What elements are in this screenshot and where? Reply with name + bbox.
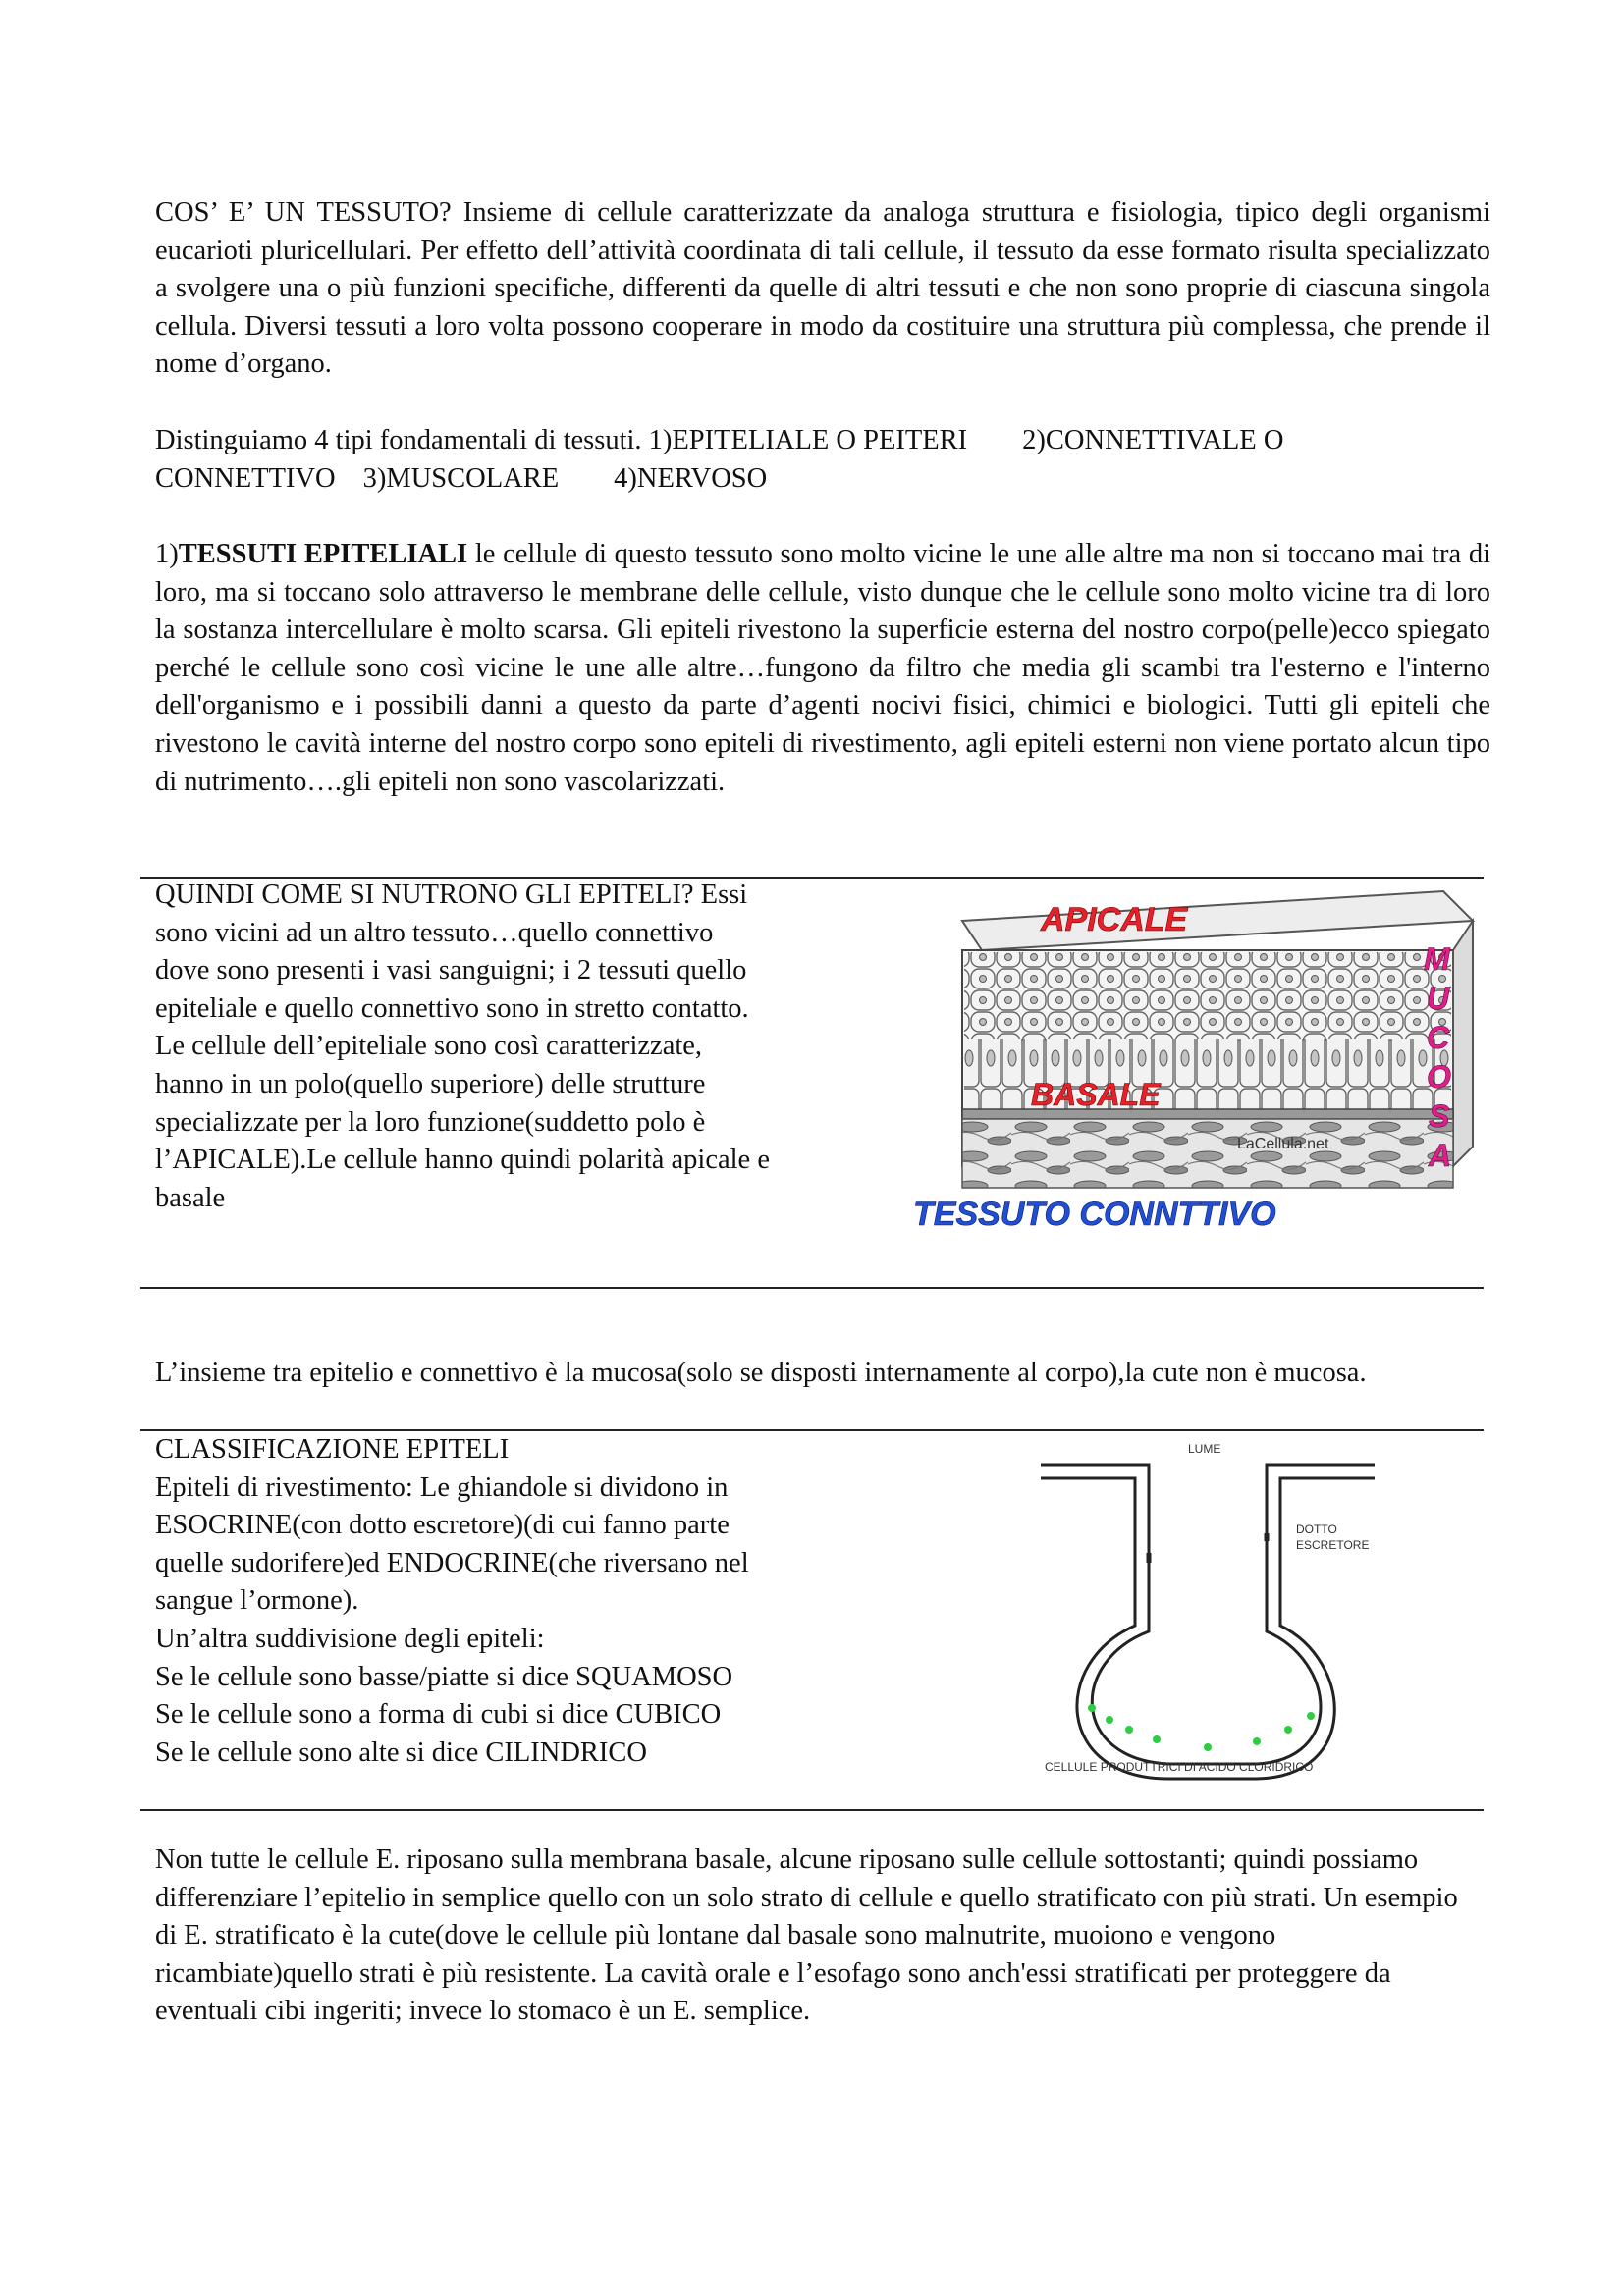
label-connettivo: TESSUTO CONNTTIVO [913,1196,1276,1233]
label-basale: BASALE [1031,1077,1161,1112]
mucosa-letter: A [1429,1138,1452,1173]
green-dot [1088,1704,1096,1712]
classification-line: Un’altra suddivisione degli epiteli: [155,1623,545,1654]
epithelium-drawing [962,891,1473,1188]
mucosa-letter: O [1427,1059,1451,1095]
green-dot [1153,1735,1161,1743]
mucosa-letter: C [1427,1020,1450,1055]
classification-line: Se le cellule sono alte si dice CILINDRICO [155,1736,648,1768]
classification-line: CLASSIFICAZIONE EPITELI [155,1434,510,1465]
nutrition-line: QUINDI COME SI NUTRONO GLI EPITELI? Essi [155,880,748,910]
classification-line: quelle sudorifere)ed ENDOCRINE(che riversano nel [155,1547,749,1578]
epithelium-figure [893,881,1483,1245]
nutrition-line: Le cellule dell’epiteliale sono così caratterizzate, [155,1031,703,1062]
section-rule-2 [140,1287,1484,1289]
nutrition-line: hanno in un polo(quello superiore) delle strutture [155,1068,706,1099]
classification-line: Se le cellule sono a forma di cubi si dice CUBICO [155,1699,722,1731]
mucosa-letter: S [1429,1098,1450,1134]
tissue-type-3: 3)MUSCOLARE [362,462,560,494]
tissue-types-lead: Distinguiamo 4 tipi fondamentali di tessuti. 1)EPITELIALE O PEITERI [155,425,968,455]
green-dot [1125,1726,1133,1734]
nutrition-line: basale [155,1182,226,1213]
green-dot [1307,1712,1315,1720]
mucosa-letter: U [1427,981,1450,1016]
nutrition-text [155,877,901,1217]
green-dot [1284,1726,1292,1734]
classification-line: Epiteli di rivestimento: Le ghiandole si dividono in [155,1471,729,1503]
tissue-type-2: 2)CONNETTIVALE O [1022,425,1284,455]
tissue-type-2-cont: CONNETTIVO [155,462,336,494]
green-dot [1253,1737,1261,1745]
tissue-types-paragraph [155,422,1490,498]
nutrition-line: sono vicini ad un altro tessuto…quello connettivo [155,917,714,948]
classification-line: ESOCRINE(con dotto escretore)(di cui fanno parte [155,1510,730,1541]
epithelial-heading: TESSUTI EPITELIALI [178,539,468,569]
green-dot [1204,1743,1212,1751]
mucosa-paragraph: L’insieme tra epitelio e connettivo è la mucosa(solo se disposti internamente al corpo),la cute non è mucosa. [155,1358,1367,1388]
classification-text [155,1431,901,1772]
tissue-types-line-1 [155,422,1490,460]
tissue-type-4: 4)NERVOSO [614,462,768,494]
stratified-paragraph: Non tutte le cellule E. riposano sulla membrana basale, alcune riposano sulle cellule sottostanti; quindi possiamo differenziare l’epitelio in semplice quello con un solo strato di cellule e quello stratificato con più strati. Un esempio di E. stratificato è la cute(dove le cellule più lontane dal basale sono malnutrite, muoiono e vengono ricambiate)quello strati è più resistente. La cavità orale e l’esofago sono anch'essi stratificati per proteggere da eventuali cibi ingeriti; invece lo stomaco è un E. semplice. [155,1844,1458,2027]
nutrition-line: l’APICALE).Le cellule hanno quindi polarità apicale e [155,1145,770,1176]
section-rule-4 [140,1809,1484,1811]
label-cells: CELLULE PRODUTTRICI DI ACIDO CLORIDRICO [1045,1760,1314,1774]
label-lume: LUME [1188,1442,1221,1456]
label-escretore: ESCRETORE [1296,1538,1370,1552]
hcl-cells [1088,1704,1315,1751]
epithelial-paragraph [155,536,1490,801]
mucosa-letter: M [1424,941,1450,977]
epithelial-number: 1) [155,539,179,569]
classification-line: sangue l’ormone). [155,1585,359,1617]
tissue-types-line-2 [155,460,1490,499]
classification-line: Se le cellule sono basse/piatte si dice SQUAMOSO [155,1661,733,1692]
label-apicale: APICALE [1041,901,1188,938]
watermark-lacellula: LaCellula.net [1237,1136,1329,1152]
nutrition-line: dove sono presenti i vasi sanguigni; i 2 tessuti quello [155,955,747,987]
gland-figure [1031,1435,1384,1789]
green-dot [1106,1716,1113,1724]
nutrition-line: epiteliale e quello connettivo sono in stretto contatto. [155,992,749,1024]
epithelial-text: le cellule di questo tessuto sono molto vicine le une alle altre ma non si toccano mai tra di loro, ma si toccano solo attraverso le membrane delle cellule, visto dunque che le cellule sono molto vicine tra di loro la sostanza intercellulare è molto scarsa. Gli epiteli rivestono la superficie esterna del nostro corpo(pelle)ecco spiegato perché le cellule sono così vicine le une alle altre…fungono da filtro che media gli scambi tra l'esterno e l'interno dell'organismo e i possibili danni a questo da parte d’agenti nocivi fisici, chimici e biologici. Tutti gli epiteli che rivestono le cavità interne del nostro corpo sono epiteli di rivestimento, agli epiteli esterni non viene portato alcun tipo di nutrimento….gli epiteli non sono vascolarizzati. [155,539,1491,797]
intro-paragraph: COS’ E’ UN TESSUTO? Insieme di cellule caratterizzate da analoga struttura e fisiologia, tipico degli organismi eucarioti pluricellulari. Per effetto dell’attività coordinata di tali cellule, il tessuto da esse formato risulta specializzato a svolgere una o più funzioni specifiche, differenti da quelle di altri tessuti e che non sono proprie di ciascuna singola cellula. Diversi tessuti a loro volta possono cooperare in modo da costituire una struttura più complessa, che prende il nome d’organo. [155,197,1490,380]
nutrition-line: specializzate per la loro funzione(suddetto polo è [155,1106,706,1138]
label-dotto: DOTTO [1296,1522,1337,1536]
gland-outline [1041,1465,1375,1779]
